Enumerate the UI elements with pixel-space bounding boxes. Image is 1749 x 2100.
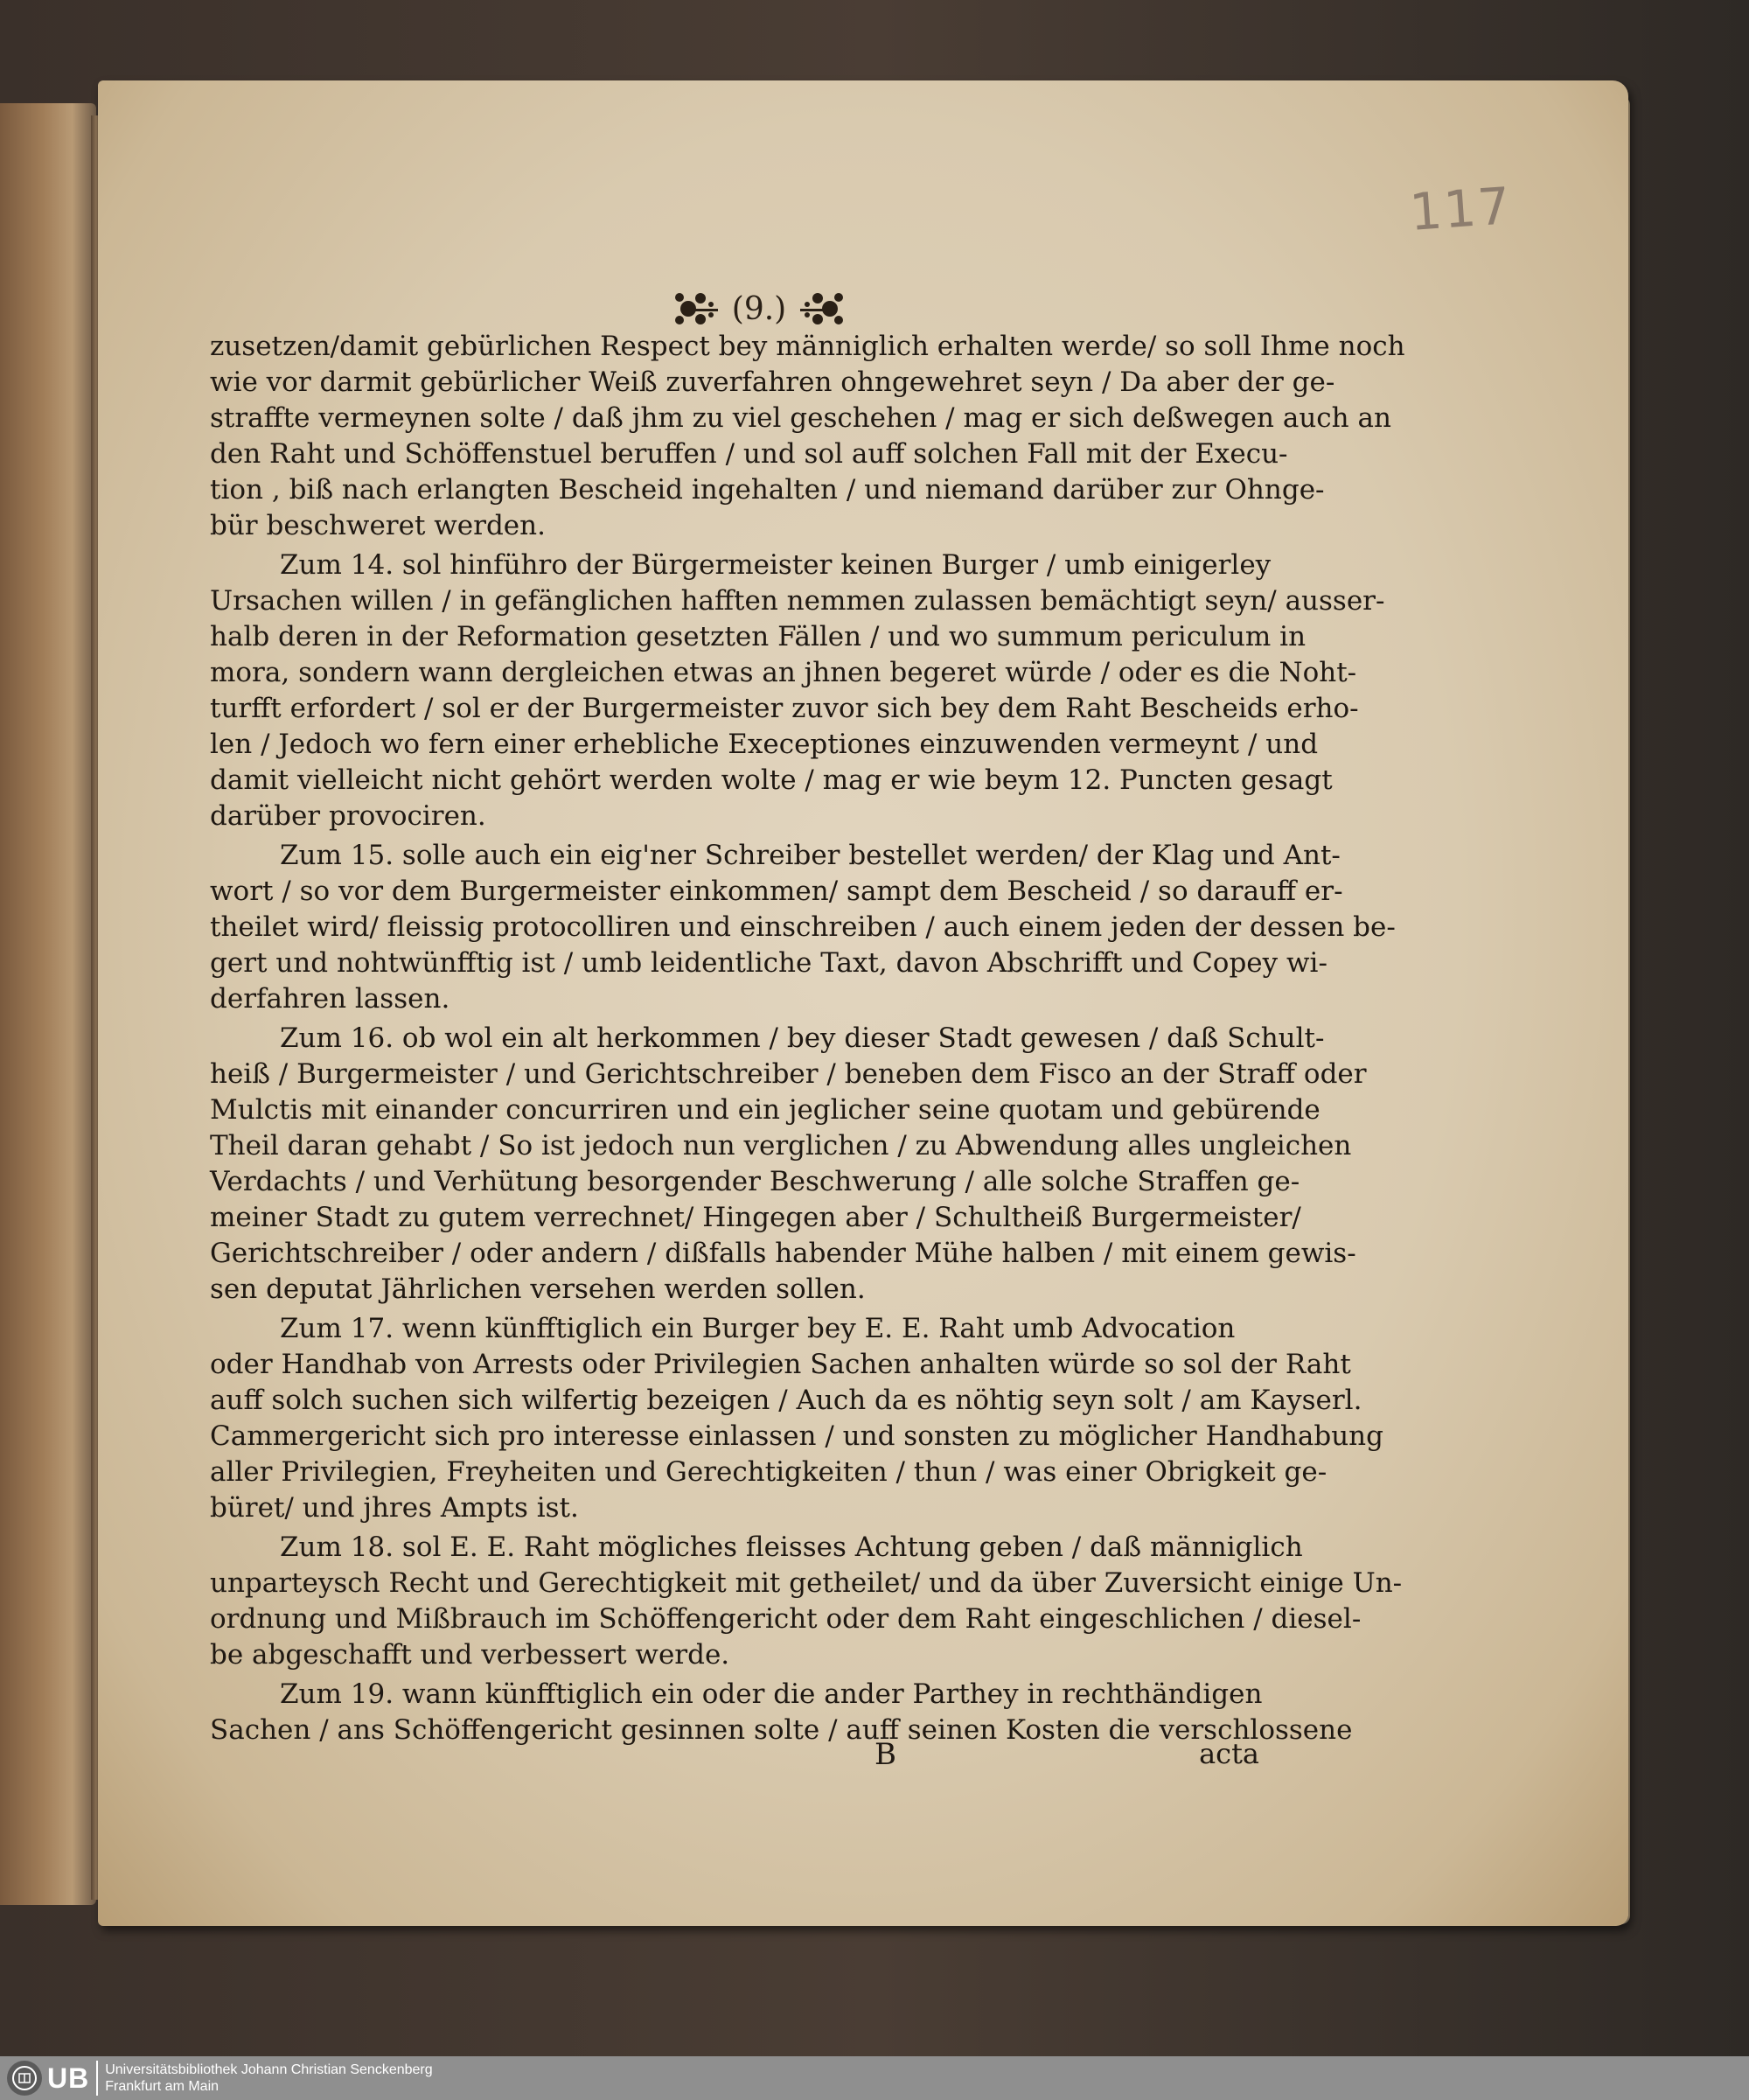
text-line: zusetzen/damit gebürlichen Respect bey männiglich erhalten werde/ so soll Ihme noch xyxy=(210,331,1405,362)
signature-mark: B xyxy=(874,1737,896,1772)
paragraph-article-15 xyxy=(210,838,1396,1017)
paragraph-article-17 xyxy=(210,1311,1383,1526)
text-line: ordnung und Mißbrauch im Schöffengericht oder dem Raht eingeschlichen / diesel- xyxy=(210,1603,1362,1635)
left-ornament-icon xyxy=(671,285,721,332)
text-line: Gerichtschreiber / oder andern / dißfalls habender Mühe halben / mit einem gewis- xyxy=(210,1238,1356,1269)
text-line: büret/ und jhres Ampts ist. xyxy=(210,1492,579,1524)
paragraph-continuation xyxy=(210,329,1405,544)
page-number: (9.) xyxy=(731,290,787,327)
text-line: Zum 17. wenn künfftiglich ein Burger bey E. E. Raht umb Advocation xyxy=(280,1313,1236,1344)
text-line: aller Privilegien, Freyheiten und Gerechtigkeiten / thun / was einer Obrigkeit ge- xyxy=(210,1456,1327,1488)
text-line: Sachen / ans Schöffengericht gesinnen solte / auff seinen Kosten die verschlossene xyxy=(210,1714,1353,1746)
text-line: theilet wird/ fleissig protocolliren und einschreiben / auch einem jeden der dessen be- xyxy=(210,911,1396,943)
footer-divider xyxy=(96,2061,98,2096)
text-line: den Raht und Schöffenstuel beruffen / und sol auff solchen Fall mit der Execu- xyxy=(210,438,1288,470)
text-line: Theil daran gehabt / So ist jedoch nun verglichen / zu Abwendung alles ungleichen xyxy=(210,1130,1352,1162)
handwritten-folio-number: 117 xyxy=(1407,176,1514,242)
text-line: Verdachts / und Verhütung besorgender Beschwerung / alle solche Straffen ge- xyxy=(210,1166,1300,1197)
text-line: tion , biß nach erlangten Bescheid ingehalten / und niemand darüber zur Ohnge- xyxy=(210,474,1325,506)
text-line: Cammergericht sich pro interesse einlassen / und sonsten zu möglicher Handhabung xyxy=(210,1420,1383,1452)
library-name-line-1: Universitätsbibliothek Johann Christian Senckenberg xyxy=(105,2062,433,2077)
page-footer-marks xyxy=(874,1737,1259,1777)
text-line: gert und nohtwünfftig ist / umb leidentliche Taxt, davon Abschrifft und Copey wi- xyxy=(210,947,1327,979)
text-line: Zum 14. sol hinführo der Bürgermeister keinen Burger / umb einigerley xyxy=(280,549,1272,581)
right-ornament-icon xyxy=(797,285,847,332)
library-logo[interactable] xyxy=(7,2061,89,2096)
facing-page-edge xyxy=(0,103,96,1905)
text-line: len / Jedoch wo fern einer erhebliche Execeptiones einzuwenden vermeynt / und xyxy=(210,729,1319,760)
text-line: meiner Stadt zu gutem verrechnet/ Hingegen aber / Schultheiß Burgermeister/ xyxy=(210,1202,1301,1233)
text-line: Mulctis mit einander concurriren und ein jeglicher seine quotam und gebürende xyxy=(210,1094,1320,1126)
library-logo-text: UB xyxy=(47,2062,90,2094)
text-line: wie vor darmit gebürlicher Weiß zuverfahren ohngewehret seyn / Da aber der ge- xyxy=(210,366,1335,398)
text-line: wort / so vor dem Burgermeister einkommen/ sampt dem Bescheid / so darauff er- xyxy=(210,876,1343,907)
text-line: Zum 16. ob wol ein alt herkommen / bey dieser Stadt gewesen / daß Schult- xyxy=(280,1022,1325,1054)
text-line: turfft erfordert / sol er der Burgermeister zuvor sich bey dem Raht Bescheids erho- xyxy=(210,693,1359,724)
text-line: straffte vermeynen solte / daß jhm zu viel geschehen / mag er sich deßwegen auch an xyxy=(210,402,1391,434)
text-line: be abgeschafft und verbessert werde. xyxy=(210,1639,730,1671)
paragraph-article-18 xyxy=(210,1530,1403,1673)
text-line: unparteysch Recht und Gerechtigkeit mit getheilet/ und da über Zuversicht einige Un- xyxy=(210,1567,1403,1599)
text-line: darüber provociren. xyxy=(210,800,486,832)
library-name xyxy=(105,2062,432,2095)
text-line: Zum 15. solle auch ein eig'ner Schreiber bestellet werden/ der Klag und Ant- xyxy=(280,840,1341,871)
paragraph-article-14 xyxy=(210,548,1385,834)
text-line: oder Handhab von Arrests oder Privilegien Sachen anhalten würde so sol der Raht xyxy=(210,1349,1351,1380)
text-line: damit vielleicht nicht gehört werden wolte / mag er wie beym 12. Puncten gesagt xyxy=(210,764,1333,796)
paragraph-article-16 xyxy=(210,1021,1367,1308)
text-line: bür beschweret werden. xyxy=(210,510,546,541)
text-line: derfahren lassen. xyxy=(210,983,450,1015)
text-line: Zum 18. sol E. E. Raht mögliches fleisses Achtung geben / daß männiglich xyxy=(280,1531,1303,1563)
text-line: halb deren in der Reformation gesetzten Fällen / und wo summum periculum in xyxy=(210,621,1307,652)
text-line: sen deputat Jährlichen versehen werden sollen. xyxy=(210,1273,866,1305)
catchword: acta xyxy=(1199,1737,1259,1770)
body-text xyxy=(210,329,1405,1752)
text-line: Zum 19. wann künfftiglich ein oder die ander Parthey in rechthändigen xyxy=(280,1678,1263,1710)
text-line: mora, sondern wann dergleichen etwas an jhnen begeret würde / oder es die Noht- xyxy=(210,657,1357,688)
text-line: heiß / Burgermeister / und Gerichtschreiber / beneben dem Fisco an der Straff oder xyxy=(210,1058,1367,1090)
text-line: Ursachen willen / in gefänglichen hafften nemmen zulassen bemächtigt seyn/ ausser- xyxy=(210,585,1385,617)
library-footer-bar xyxy=(0,2056,1749,2100)
library-name-line-2: Frankfurt am Main xyxy=(105,2079,219,2094)
text-line: auff solch suchen sich wilfertig bezeigen / Auch da es nöhtig seyn solt / am Kayserl. xyxy=(210,1385,1362,1416)
library-seal-icon xyxy=(7,2061,42,2096)
